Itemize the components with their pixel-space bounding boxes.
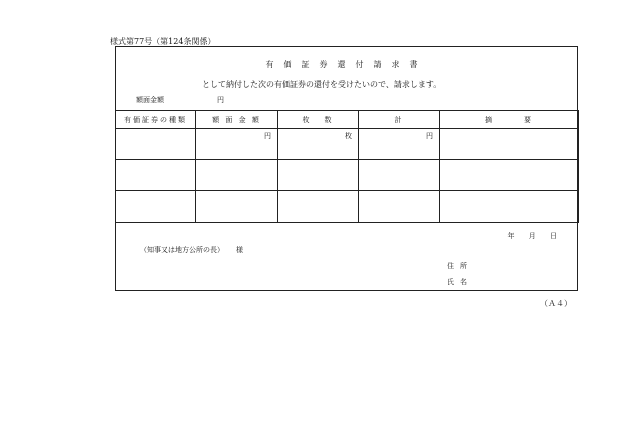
cell-total[interactable]: 円 (359, 129, 440, 160)
cell-amount[interactable] (196, 160, 278, 191)
header-remarks (440, 111, 579, 129)
cell-count[interactable] (278, 160, 359, 191)
intro-text: として納付した次の有価証券の還付を受けたいので、請求します。 (202, 80, 442, 89)
date-field: 年 月 日 (507, 232, 557, 240)
table-row (116, 160, 579, 191)
addressee-suffix: 様 (236, 246, 243, 254)
face-value-label: 額面金額 (136, 96, 164, 104)
securities-table (115, 110, 579, 223)
paper-size: （Ａ４） (540, 299, 572, 308)
cell-count[interactable] (278, 191, 359, 223)
cell-remarks[interactable] (440, 160, 579, 191)
cell-amount[interactable]: 円 (196, 129, 278, 160)
header-remarks-b: 要 (524, 115, 533, 124)
name-label: 氏名 (447, 278, 473, 286)
cell-remarks[interactable] (440, 191, 579, 223)
cell-amount[interactable] (196, 191, 278, 223)
face-value-unit: 円 (217, 96, 224, 104)
addressee-text: （知事又は地方公所の長） (140, 246, 224, 254)
header-count (278, 111, 359, 129)
cell-total[interactable] (359, 160, 440, 191)
table-header-row (116, 111, 579, 129)
header-count-b: 数 (324, 115, 334, 124)
cell-remarks[interactable] (440, 129, 579, 160)
header-count-a: 枚 (302, 115, 312, 124)
cell-type[interactable] (116, 129, 196, 160)
header-remarks-a: 摘 (485, 115, 494, 124)
header-face-amount: 額 面 金 額 (196, 111, 278, 129)
cell-type[interactable] (116, 191, 196, 223)
address-label: 住所 (447, 262, 473, 270)
form-id: 様式第77号（第124条関係） (110, 37, 216, 46)
header-type: 有価証券の種類 (116, 111, 196, 129)
cell-count[interactable]: 枚 (278, 129, 359, 160)
addressee (140, 245, 243, 255)
table-row (116, 191, 579, 223)
table-row (116, 129, 579, 160)
cell-type[interactable] (116, 160, 196, 191)
header-total: 計 (359, 111, 440, 129)
cell-total[interactable] (359, 191, 440, 223)
form-frame (115, 46, 578, 291)
form-title: 有価証券還付請求書 (265, 60, 428, 69)
